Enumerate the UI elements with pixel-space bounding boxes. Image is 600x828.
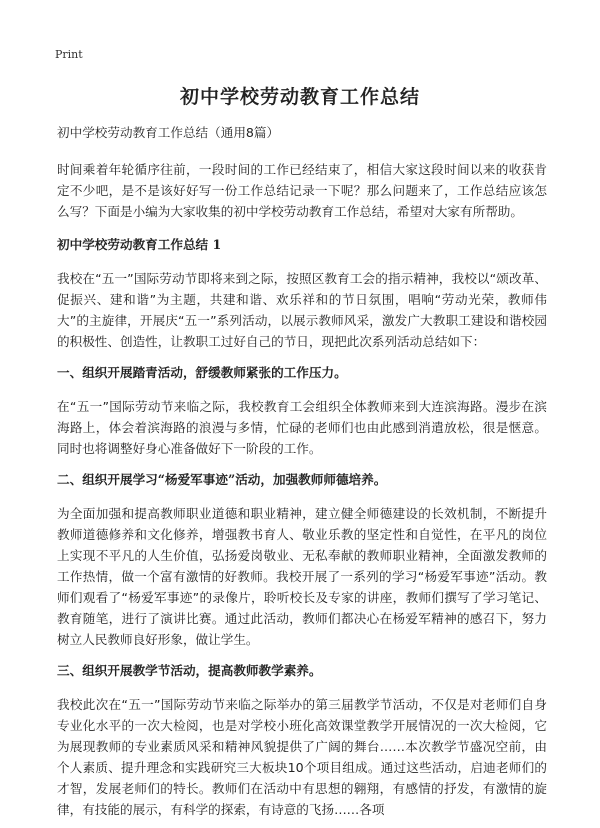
item-2-text: 为全面加强和提高教师职业道德和职业精神，建立健全师德建设的长效机制，不断提升教师道德修养和文化修养，增强教书育人、敬业乐教的坚定性和自觉性，在平凡的岗位上实现不平凡的人生价值，弘扬爱岗敬业、无私奉献的教师职业精神，全面激发教师的工作热情，做一个富有激情的好教师。我校开展了一系列的学习“杨爱军事迹”活动。教师们观看了“杨爱军事迹”的录像片，聆听校长及专家的讲座，教师们撰写了学习笔记、教育随笔，进行了演讲比赛。通过此活动，教师们都决心在杨爱军精神的感召下，努力树立人民教师良好形象，做让学生。 [57, 506, 547, 647]
item-2-heading: 二、组织开展学习“杨爱军事迹”活动，加强教师师德培养。 [57, 472, 387, 487]
item-1-text: 在“五一”国际劳动节来临之际，我校教育工会组织全体教师来到大连滨海路。漫步在滨海路上，体会着滨海路的浪漫与多情，忙碌的老师们也由此感到消遣放松，很是惬意。同时也将调整好身心准备做好下一阶段的工作。 [57, 399, 547, 456]
document-title: 初中学校劳动教育工作总结 [179, 86, 420, 108]
opening-paragraph: 我校在“五一”国际劳动节即将来到之际，按照区教育工会的指示精神，我校以“颂改革、促振兴、建和谐”为主题，共建和谐、欢乐祥和的节日氛围，唱响“劳动光荣，教师伟大”的主旋律，开展庆“五一”系列活动，以展示教师风采，激发广大教职工建设和谐校园的积极性、创造性，让教职工过好自己的节日，现把此次系列活动总结如下： [57, 271, 547, 349]
print-label[interactable]: Print [55, 48, 83, 61]
document-body [57, 124, 547, 820]
item-1-heading: 一、组织开展踏青活动，舒缓教师紧张的工作压力。 [57, 365, 347, 380]
item-3-text: 我校此次在“五一”国际劳动节来临之际举办的第三届教学节活动，不仅是对老师们自身专业化水平的一次大检阅，也是对学校小班化高效课堂教学开展情况的一次大检阅，它为展现教师的专业素质风采和精神风貌提供了广阔的舞台……本次教学节盛况空前，由个人素质、提升理念和实践研究三大板块10个项目组成。通过这些活动，启迪老师们的才智，发展老师们的特长。教师们在活动中有思想的翱翔，有感情的抒发，有激情的旋律，有技能的展示，有科学的探索，有诗意的飞扬……各项 [57, 697, 547, 817]
item-3-heading: 三、组织开展教学节活动，提高教师教学素养。 [57, 663, 322, 678]
document-subtitle: 初中学校劳动教育工作总结（通用8篇） [57, 125, 280, 140]
intro-paragraph: 时间乘着年轮循序往前，一段时间的工作已经结束了，相信大家这段时间以来的收获肯定不少吧，是不是该好好写一份工作总结记录一下呢？那么问题来了，工作总结应该怎么写？下面是小编为大家收集的初中学校劳动教育工作总结，希望对大家有所帮助。 [57, 162, 547, 219]
section-heading: 初中学校劳动教育工作总结 1 [57, 237, 222, 252]
